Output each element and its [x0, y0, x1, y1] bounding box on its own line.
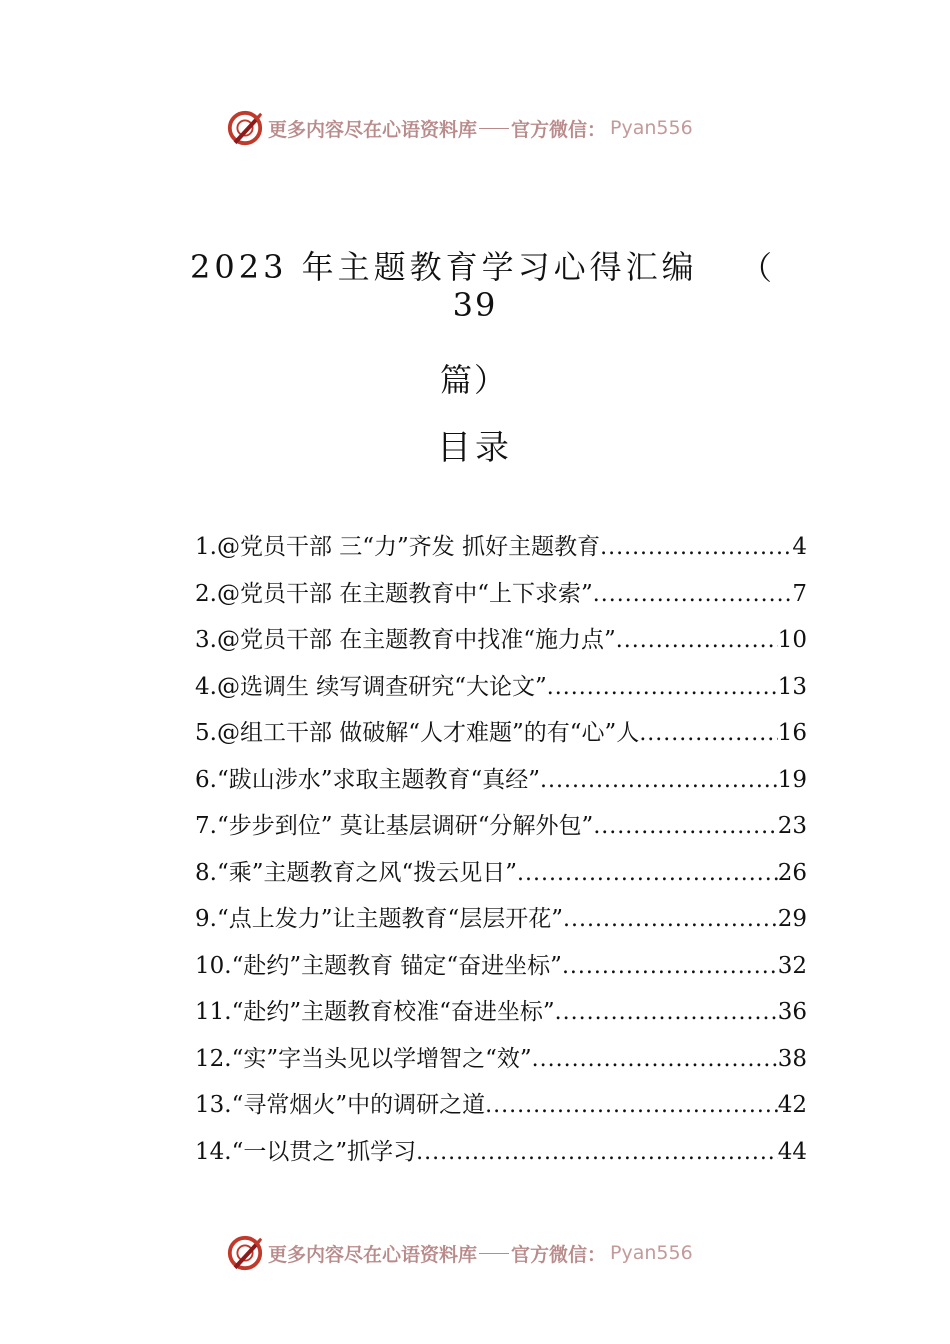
- toc-page-number: 19: [777, 766, 807, 793]
- toc-entry[interactable]: [195, 575, 807, 622]
- toc-title: “点上发力”让主题教育“层层开花”: [216, 906, 563, 932]
- toc-page-number: 13: [777, 673, 807, 700]
- toc-page-number: 7: [792, 580, 807, 607]
- watermark-brand: 更多内容尽在心语资料库: [268, 1243, 478, 1266]
- toc-leader: [540, 768, 778, 793]
- toc-entry[interactable]: [195, 900, 807, 947]
- toc-title: “实”字当头见以学增智之“效”: [231, 1045, 532, 1072]
- toc-page-number: 4: [792, 534, 807, 560]
- title-count: 39: [452, 286, 498, 324]
- toc-leader: [639, 721, 777, 746]
- title-suffix: 篇）: [440, 361, 509, 399]
- toc-page-number: 32: [777, 952, 807, 979]
- toc-title: “赴约”主题教育 锚定“奋进坐标”: [231, 952, 562, 979]
- toc-entry[interactable]: [195, 947, 807, 994]
- toc-number: 10.: [195, 952, 232, 979]
- toc-title: @党员干部 三“力”齐发 抓好主题教育: [216, 534, 601, 560]
- toc-leader: [593, 582, 793, 607]
- title-main: 2023 年主题教育学习心得汇编: [190, 248, 698, 286]
- toc-leader: [555, 1000, 778, 1025]
- watermark-official: 官方微信：: [511, 1243, 607, 1266]
- watermark-brand: 更多内容尽在心语资料库: [268, 118, 478, 141]
- toc-title: “赴约”主题教育校准“奋进坐标”: [231, 999, 555, 1025]
- toc-leader: [616, 628, 778, 653]
- toc-leader: [563, 907, 778, 932]
- toc-page-number: 36: [777, 999, 807, 1025]
- watermark-separator: [479, 128, 509, 129]
- toc-title: @党员干部 在主题教育中“上下求索”: [216, 580, 593, 607]
- toc-number: 11.: [195, 999, 232, 1025]
- toc-heading: 目录: [437, 428, 513, 468]
- watermark-official: 官方微信：: [511, 118, 607, 141]
- toc-number: 8.: [195, 859, 217, 886]
- pen-logo-icon: [226, 1234, 264, 1272]
- title-open-paren: （: [740, 249, 777, 287]
- toc-entry[interactable]: [195, 761, 807, 808]
- toc-title: “步步到位” 莫让基层调研“分解外包”: [216, 813, 594, 839]
- toc-title: @选调生 续写调查研究“大论文”: [216, 673, 547, 700]
- toc-page-number: 38: [777, 1045, 807, 1072]
- toc-entry[interactable]: [195, 714, 807, 761]
- toc-entry[interactable]: [195, 854, 807, 901]
- watermark-bottom: [226, 1233, 693, 1273]
- toc-number: 7.: [195, 813, 217, 839]
- watermark-id: Pyan556: [610, 1242, 693, 1264]
- watermark-separator: [479, 1253, 509, 1254]
- toc-leader: [600, 535, 792, 560]
- toc-number: 9.: [195, 906, 217, 932]
- toc-leader: [593, 814, 777, 839]
- toc-number: 6.: [195, 766, 217, 793]
- toc-entry[interactable]: [195, 807, 807, 854]
- toc-entry[interactable]: [195, 1040, 807, 1087]
- toc-page-number: 10: [777, 627, 807, 653]
- toc-entry[interactable]: [195, 993, 807, 1040]
- watermark-top: [226, 108, 693, 148]
- toc-page-number: 23: [777, 813, 807, 839]
- toc-number: 13.: [195, 1092, 232, 1118]
- toc-entry[interactable]: [195, 528, 807, 575]
- toc-page-number: 44: [777, 1138, 807, 1165]
- toc-page-number: 26: [777, 859, 807, 886]
- toc-leader: [485, 1093, 778, 1118]
- document-title: [190, 243, 777, 287]
- toc-title: “寻常烟火”中的调研之道: [231, 1092, 486, 1118]
- pen-logo-icon: [226, 109, 264, 147]
- watermark-id: Pyan556: [610, 117, 693, 139]
- toc-page-number: 42: [777, 1092, 807, 1118]
- toc-number: 3.: [195, 627, 217, 653]
- toc-entry[interactable]: [195, 1086, 807, 1133]
- toc-leader: [562, 954, 778, 979]
- toc-title: “乘”主题教育之风“拨云见日”: [216, 859, 517, 886]
- toc-title: “一以贯之”抓学习: [231, 1138, 417, 1165]
- toc-number: 14.: [195, 1138, 232, 1165]
- toc-number: 12.: [195, 1045, 232, 1072]
- toc-leader: [416, 1140, 778, 1165]
- toc-page-number: 16: [777, 720, 807, 746]
- toc-leader: [547, 675, 778, 700]
- toc-entry[interactable]: [195, 621, 807, 668]
- toc-number: 4.: [195, 673, 217, 700]
- toc-number: 5.: [195, 720, 217, 746]
- toc-title: @组工干部 做破解“人才难题”的有“心”人: [216, 720, 640, 746]
- toc-number: 1.: [195, 534, 217, 560]
- toc-leader: [532, 1047, 778, 1072]
- toc-leader: [517, 861, 778, 886]
- toc-title: “跋山涉水”求取主题教育“真经”: [216, 766, 540, 793]
- toc-title: @党员干部 在主题教育中找准“施力点”: [216, 627, 616, 653]
- table-of-contents: [195, 528, 807, 1179]
- toc-entry[interactable]: [195, 1133, 807, 1180]
- toc-entry[interactable]: [195, 668, 807, 715]
- toc-page-number: 29: [777, 906, 807, 932]
- toc-number: 2.: [195, 580, 217, 607]
